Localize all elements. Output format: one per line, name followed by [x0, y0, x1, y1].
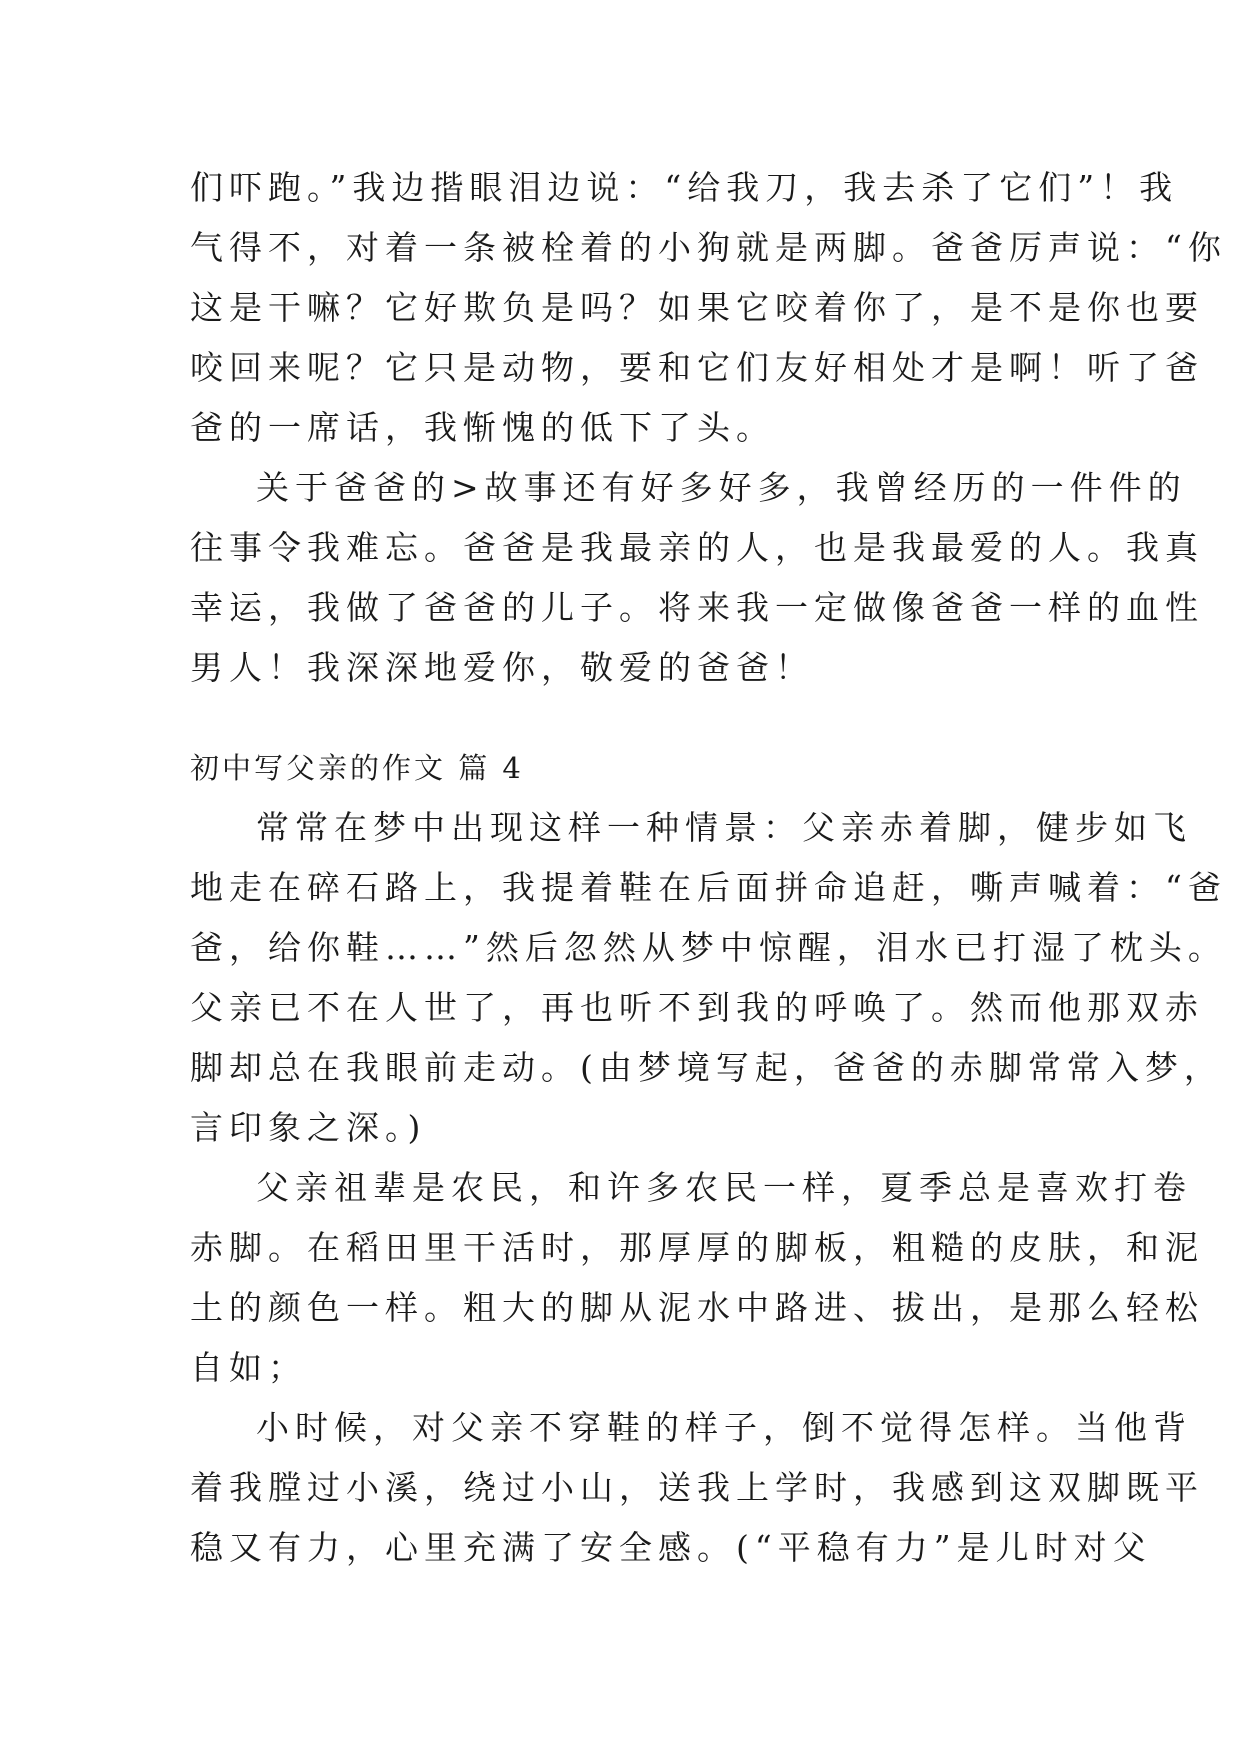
- text-line: 爸，给你鞋……”然后忽然从梦中惊醒，泪水已打湿了枕头。: [190, 928, 1227, 967]
- text-line: 脚却总在我眼前走动。(由梦境写起，爸爸的赤脚常常入梦，: [190, 1048, 1223, 1087]
- text-line: 土的颜色一样。粗大的脚从泥水中路进、拔出，是那么轻松: [190, 1288, 1204, 1327]
- text-line: 气得不，对着一条被栓着的小狗就是两脚。爸爸厉声说：“你: [190, 228, 1227, 267]
- text-line: 们吓跑。”我边揩眼泪边说：“给我刀，我去杀了它们”！我: [190, 168, 1179, 207]
- text-line: 爸的一席话，我惭愧的低下了头。: [190, 408, 775, 447]
- section-heading: 初中写父亲的作文 篇 4: [190, 751, 524, 785]
- text-line: 父亲已不在人世了，再也听不到我的呼唤了。然而他那双赤: [190, 988, 1204, 1027]
- text-line: 常常在梦中出现这样一种情景：父亲赤着脚，健步如飞: [256, 808, 1192, 847]
- text-line: 男人！我深深地爱你，敬爱的爸爸！: [190, 648, 814, 687]
- text-line: 咬回来呢？它只是动物，要和它们友好相处才是啊！听了爸: [190, 348, 1204, 387]
- text-line: 稳又有力，心里充满了安全感。(“平稳有力”是儿时对父: [190, 1528, 1152, 1567]
- text-line: 往事令我难忘。爸爸是我最亲的人，也是我最爱的人。我真: [190, 528, 1204, 567]
- paragraph-3: [190, 798, 1227, 1158]
- text-line: 关于爸爸的>故事还有好多好多，我曾经历的一件件的: [256, 468, 1187, 507]
- text-line: 地走在碎石路上，我提着鞋在后面拼命追赶，嘶声喊着：“爸: [190, 868, 1227, 907]
- paragraph-4: [190, 1158, 1204, 1398]
- paragraph-2: [190, 458, 1204, 698]
- text-line: 赤脚。在稻田里干活时，那厚厚的脚板，粗糙的皮肤，和泥: [190, 1228, 1204, 1267]
- text-line: 自如；: [190, 1348, 307, 1387]
- text-line: 父亲祖辈是农民，和许多农民一样，夏季总是喜欢打卷: [256, 1168, 1192, 1207]
- text-line: 幸运，我做了爸爸的儿子。将来我一定做像爸爸一样的血性: [190, 588, 1204, 627]
- text-line: 着我膛过小溪，绕过小山，送我上学时，我感到这双脚既平: [190, 1468, 1204, 1507]
- section-spacer: [190, 698, 1050, 738]
- text-line: 小时候，对父亲不穿鞋的样子，倒不觉得怎样。当他背: [256, 1408, 1192, 1447]
- text-line: 言印象之深。): [190, 1108, 427, 1147]
- paragraph-1: [190, 158, 1227, 458]
- paragraph-5: [190, 1398, 1204, 1578]
- text-line: 这是干嘛？它好欺负是吗？如果它咬着你了，是不是你也要: [190, 288, 1204, 327]
- document-page: [190, 158, 1227, 1578]
